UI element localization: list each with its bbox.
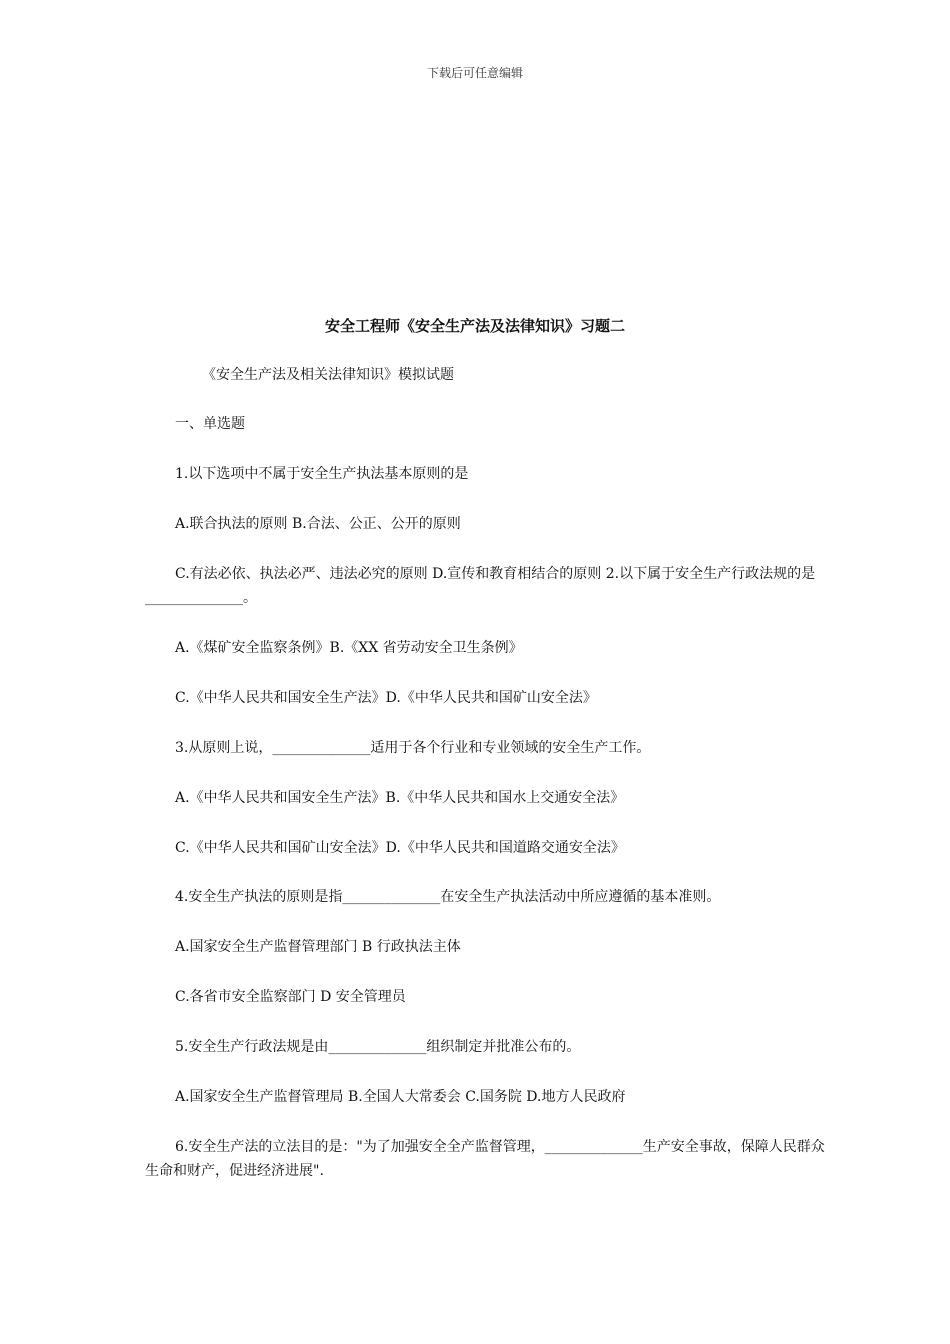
question-3-options-ab: A.《中华人民共和国安全生产法》B.《中华人民共和国水上交通安全法》 [175,790,625,806]
question-4: 4.安全生产执法的原则是指______________在安全生产执法活动中所应遵循的基本准则。 [175,889,721,905]
question-5: 5.安全生产行政法规是由______________组织制定并批准公布的。 [175,1039,581,1055]
document-title: 安全工程师《安全生产法及法律知识》习题二 [324,317,625,335]
subtitle: 《安全生产法及相关法律知识》模拟试题 [202,367,454,383]
question-4-options-cd: C.各省市安全监察部门 D 安全管理员 [175,989,406,1005]
question-1-options: A.联合执法的原则 B.合法、公正、公开的原则 [175,516,461,532]
question-4-options-ab: A.国家安全生产监督管理部门 B 行政执法主体 [175,939,461,955]
question-6: 6.安全生产法的立法目的是："为了加强安全全产监督管理，______________生产安全事故，保障人民群众生命和财产，促进经济进展". [145,1139,825,1179]
question-5-options: A.国家安全生产监督管理局 B.全国人大常委会 C.国务院 D.地方人民政府 [175,1089,626,1105]
question-3: 3.从原则上说，______________适用于各个行业和专业领域的安全生产工作。 [175,740,651,756]
section-heading: 一、单选题 [175,416,245,432]
header-note: 下载后可任意编辑 [426,66,523,80]
question-1: 1.以下选项中不属于安全生产执法基本原则的是 [175,466,469,482]
question-1-options-and-question-2: C.有法必依、执法必严、违法必究的原则 D.宣传和教育相结合的原则 2.以下属于安全生产行政法规的是______________。 [145,566,816,606]
question-3-options-cd: C.《中华人民共和国矿山安全法》D.《中华人民共和国道路交通安全法》 [175,840,625,856]
question-2-options-cd: C.《中华人民共和国安全生产法》D.《中华人民共和国矿山安全法》 [175,690,597,706]
question-2-options-ab: A.《煤矿安全监察条例》B.《XX 省劳动安全卫生条例》 [175,640,523,656]
